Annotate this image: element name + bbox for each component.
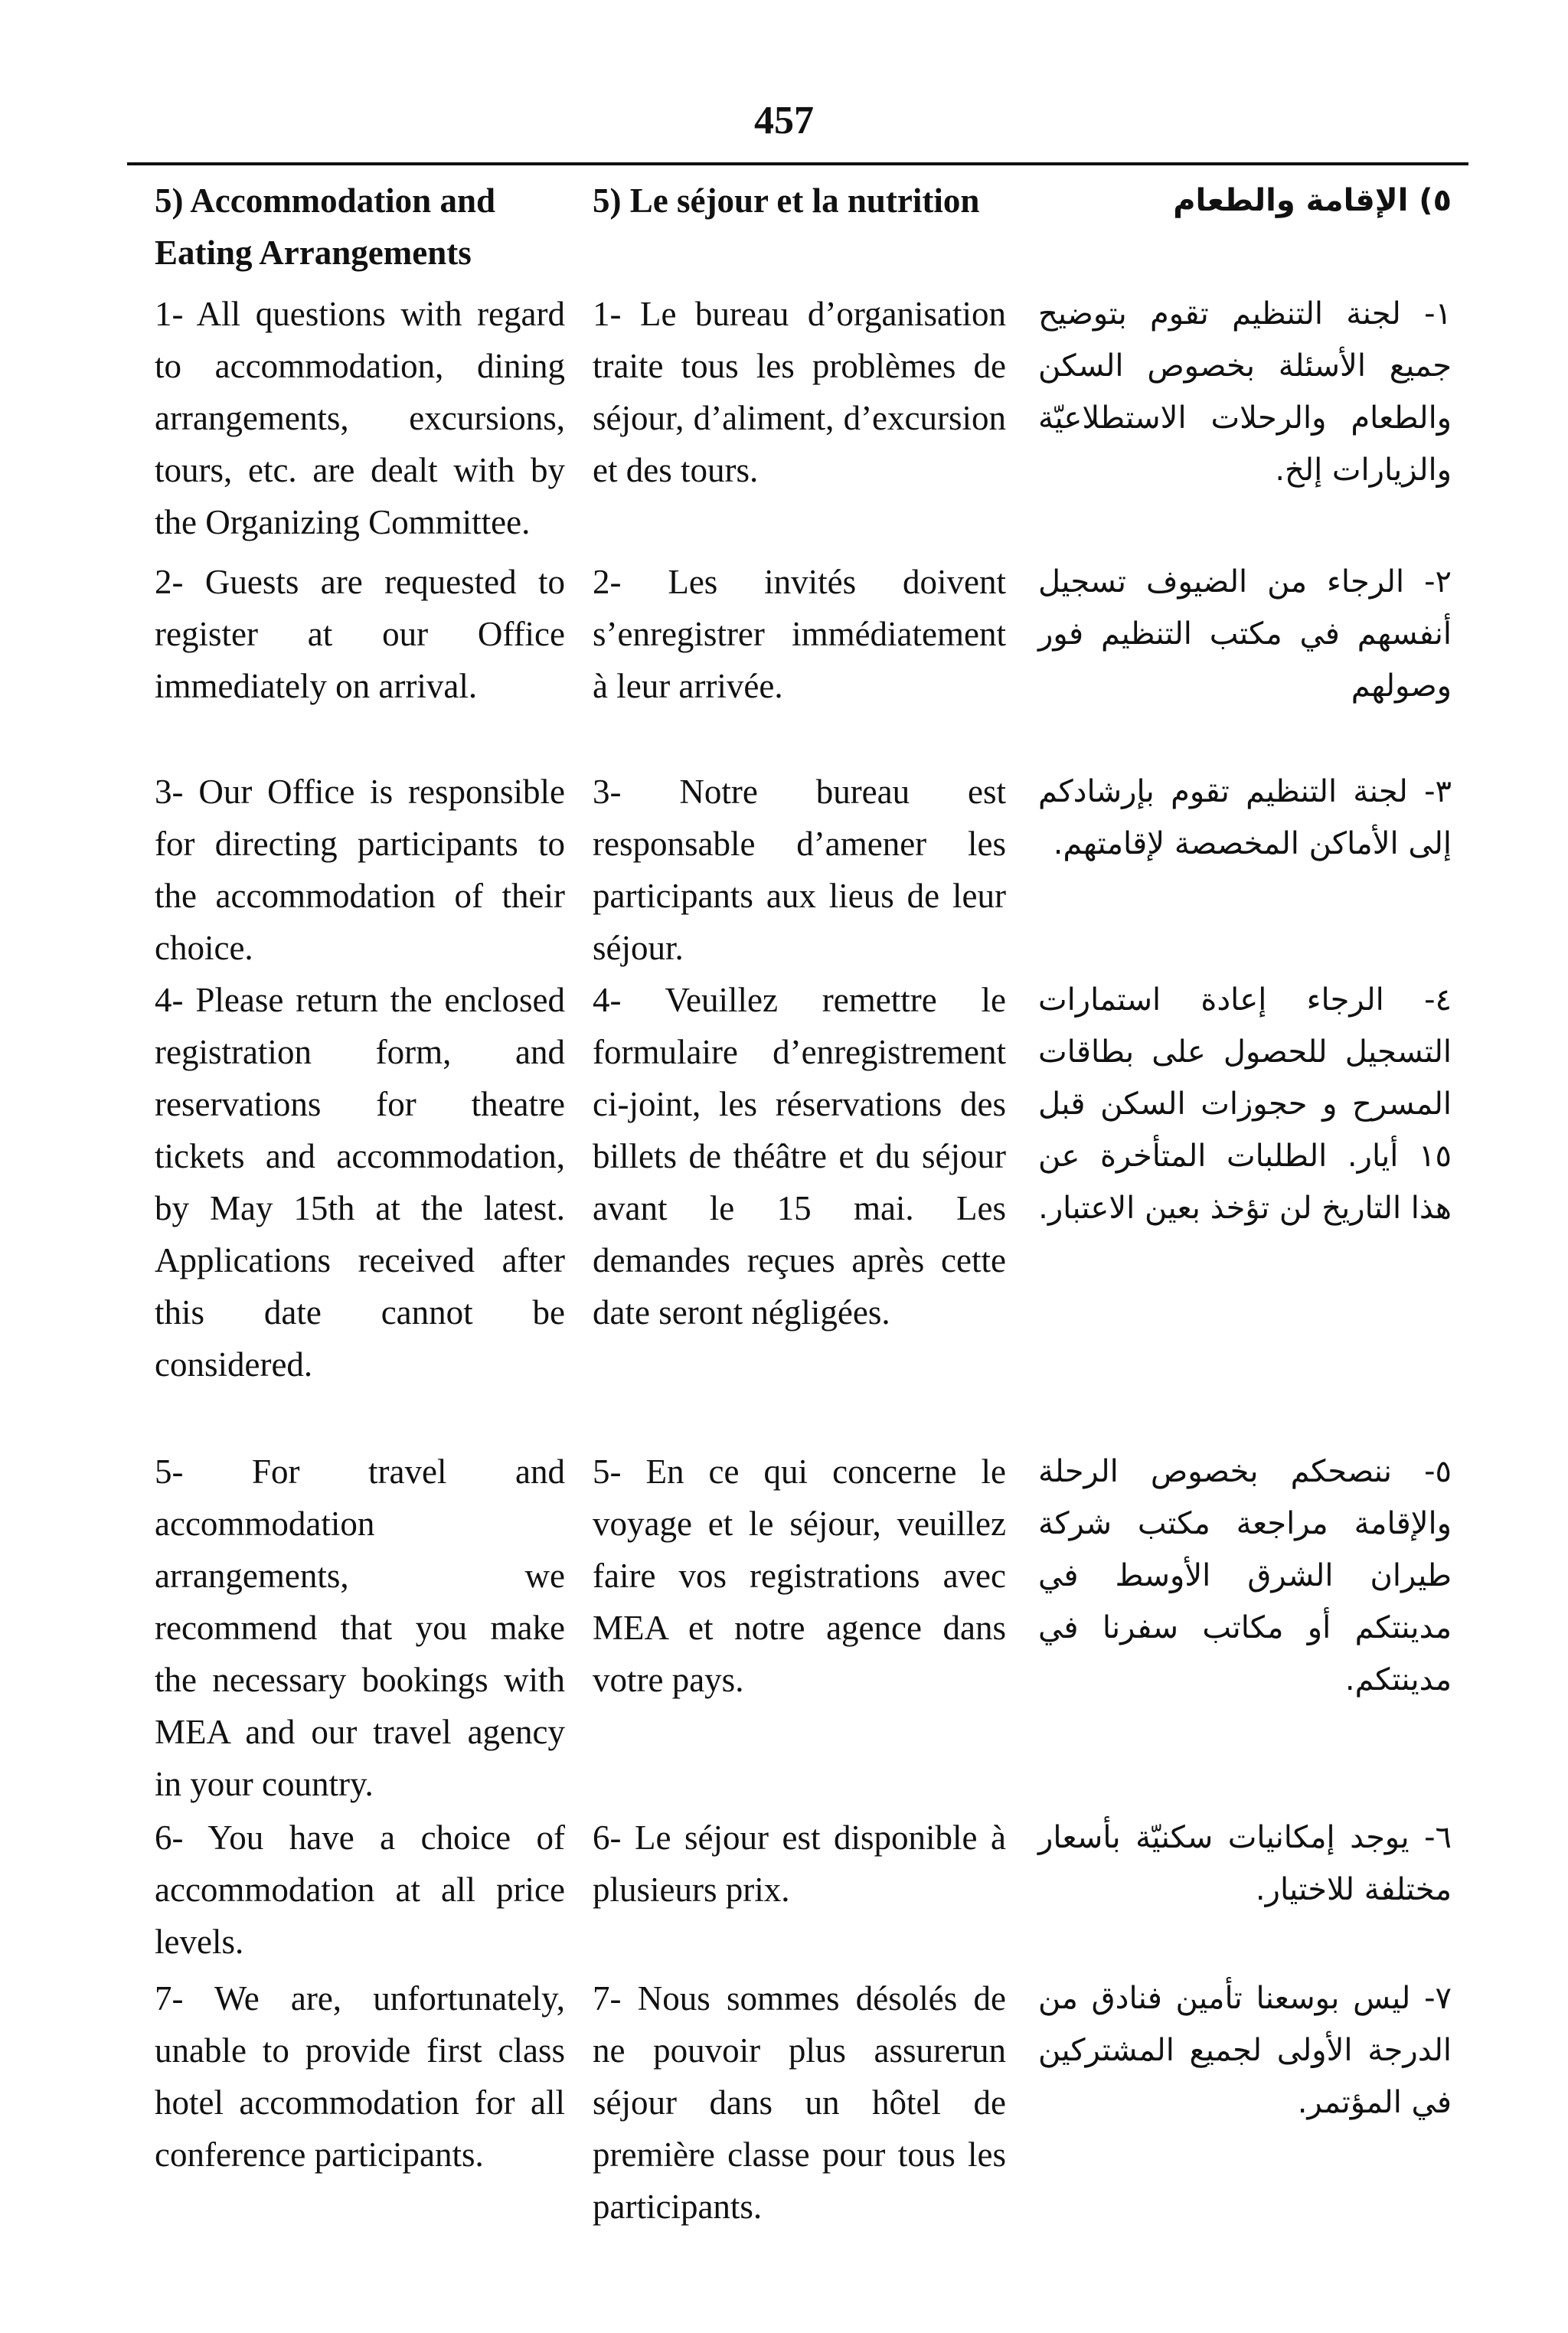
item-7-arabic: ٧- ليس بوسعنا تأمين فنادق من الدرجة الأولى لجميع المشتركين في المؤتمر.: [1038, 1981, 1452, 2120]
item-3-english: 3- Our Office is responsible for directing participants to the accommodation of their choice.: [155, 773, 565, 967]
item-2-french: 2- Les invités doivent s’enregistrer immédiatement à leur arrivée.: [593, 563, 1006, 705]
item-1-french: 1- Le bureau d’organisation traite tous les problèmes de séjour, d’aliment, d’excursion et des tours.: [593, 295, 1006, 489]
item-6-arabic: ٦- يوجد إمكانيات سكنيّة بأسعار مختلفة للاختيار.: [1038, 1820, 1452, 1907]
item-5-arabic: ٥- ننصحكم بخصوص الرحلة والإقامة مراجعة مكتب شركة طيران الشرق الأوسط في مدينتكم أو مكاتب سفرنا في مدينتكم.: [1038, 1454, 1452, 1697]
section-heading-english: 5) Accommodation and Eating Arrangements: [155, 181, 496, 272]
item-6-english: 6- You have a choice of accommodation at all price levels.: [155, 1818, 565, 1961]
section-heading-french: 5) Le séjour et la nutrition: [593, 181, 980, 220]
item-5-french: 5- En ce qui concerne le voyage et le séjour, veuillez faire vos registrations avec MEA et notre agence dans votre pays.: [593, 1452, 1006, 1699]
header-rule: [127, 162, 1468, 165]
item-2-arabic: ٢- الرجاء من الضيوف تسجيل أنفسهم في مكتب التنظيم فور وصولهم: [1038, 564, 1452, 704]
item-4-english: 4- Please return the enclosed registration form, and reservations for theatre tickets and accommodation, by May 15th at the latest. Applications received after this date cannot be considered.: [155, 981, 565, 1384]
section-heading-arabic: ٥) الإقامة والطعام: [1173, 183, 1452, 218]
item-1-english: 1- All questions with regard to accommodation, dining arrangements, excursions, tours, etc. are dealt with by the Organizing Committee.: [155, 295, 565, 541]
item-6-french: 6- Le séjour est disponible à plusieurs prix.: [593, 1818, 1006, 1909]
page-number: 457: [754, 99, 814, 142]
item-4-arabic: ٤- الرجاء إعادة استمارات التسجيل للحصول على بطاقات المسرح و حجوزات السكن قبل ١٥ أيار. الطلبات المتأخرة عن هذا التاريخ لن تؤخذ بعين الاعتبار.: [1038, 982, 1452, 1226]
item-1-arabic: ١- لجنة التنظيم تقوم بتوضيح جميع الأسئلة بخصوص السكن والطعام والرحلات الاستطلاعيّة والزيارات إلخ.: [1038, 296, 1452, 488]
item-7-english: 7- We are, unfortunately, unable to provide first class hotel accommodation for all conference participants.: [155, 1979, 565, 2174]
item-3-arabic: ٣- لجنة التنظيم تقوم بإرشادكم إلى الأماكن المخصصة لإقامتهم.: [1038, 774, 1452, 861]
item-7-french: 7- Nous sommes désolés de ne pouvoir plus assurerun séjour dans un hôtel de première classe pour tous les participants.: [593, 1979, 1006, 2226]
item-5-english: 5- For travel and accommodation arrangements, we recommend that you make the necessary bookings with MEA and our travel agency in your country.: [155, 1452, 565, 1803]
item-4-french: 4- Veuillez remettre le formulaire d’enregistrement ci-joint, les réservations des billets de théâtre et du séjour avant le 15 mai. Les demandes reçues après cette date seront négligées.: [593, 981, 1006, 1332]
item-2-english: 2- Guests are requested to register at our Office immediately on arrival.: [155, 563, 565, 705]
item-3-french: 3- Notre bureau est responsable d’amener les participants aux lieus de leur séjour.: [593, 773, 1006, 967]
